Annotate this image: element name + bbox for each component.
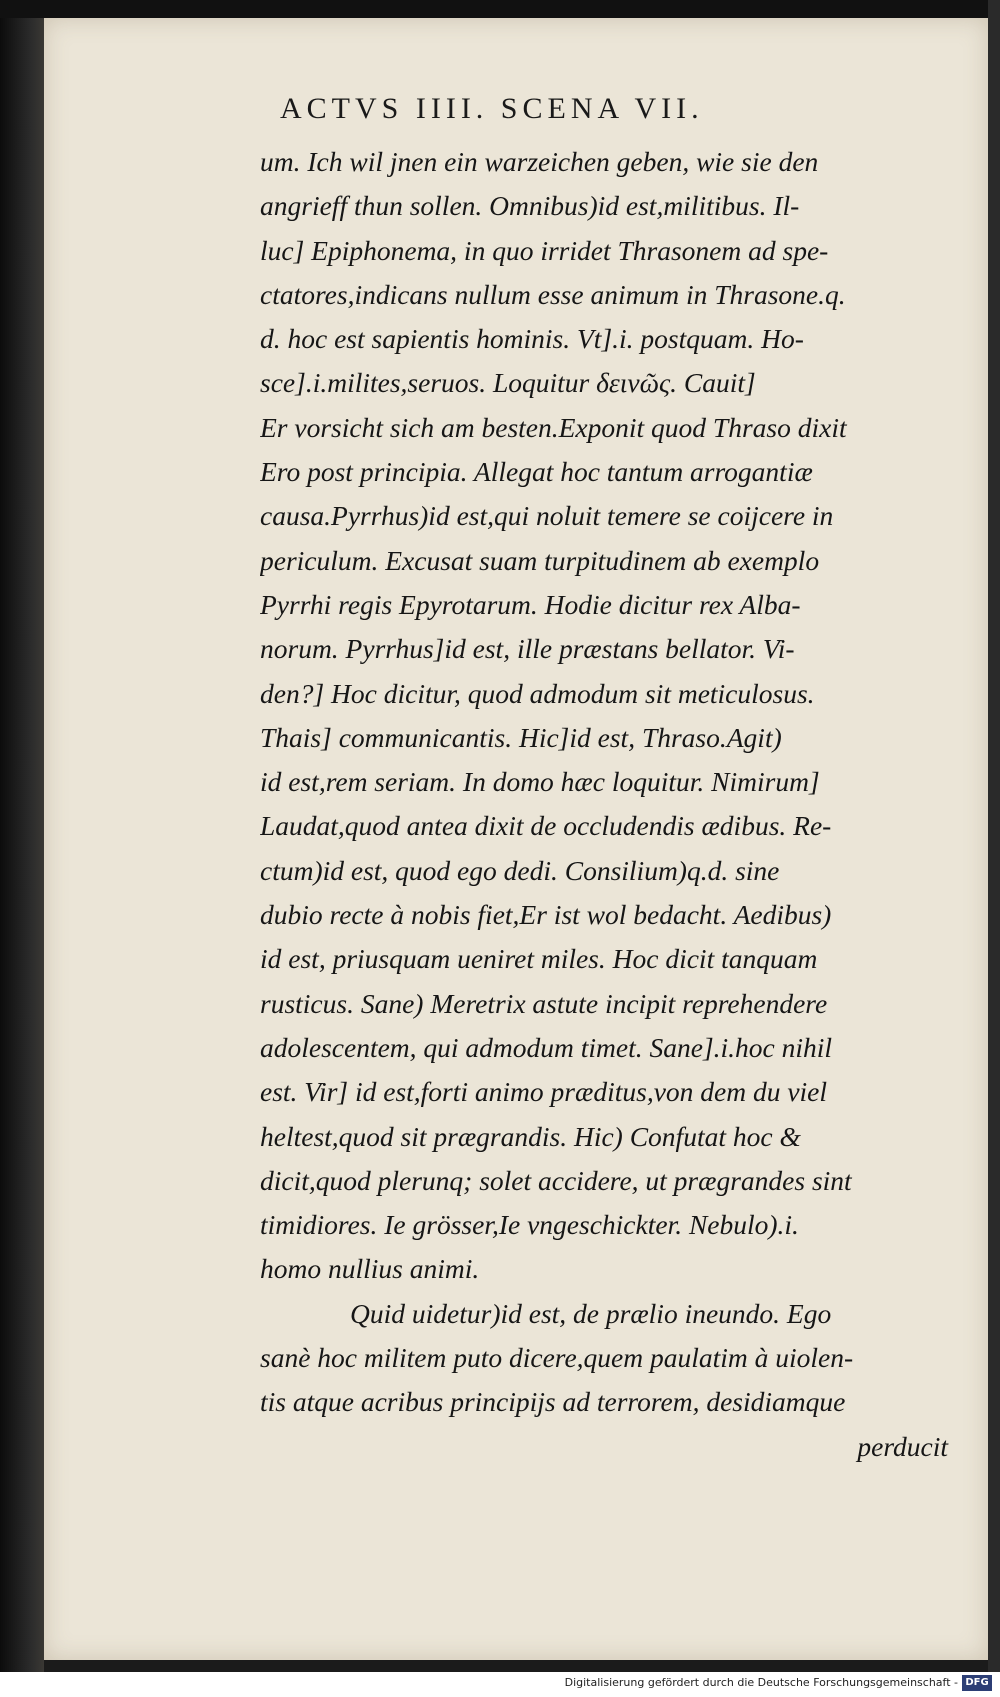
text-line: Thais] communicantis. Hic]id est, Thraso.Agit)	[260, 721, 782, 753]
text-line: den?] Hoc dicitur, quod admodum sit meticulosus.	[260, 677, 815, 709]
paragraph-first-line: Quid uidetur)id est, de prælio ineundo. Ego	[350, 1297, 832, 1329]
text-line: Ero post principia. Allegat hoc tantum arrogantiæ	[260, 456, 813, 488]
text-line: timidiores. Ie grösser,Ie vngeschickter. Nebulo).i.	[260, 1209, 799, 1241]
text-line: ctum)id est, quod ego dedi. Consilium)q.d. sine	[260, 854, 780, 886]
text-line: norum. Pyrrhus]id est, ille præstans bellator. Vi-	[260, 633, 795, 665]
book-spine-edge	[0, 0, 44, 1697]
text-line: angrieff thun sollen. Omnibus)id est,militibus. Il-	[260, 190, 800, 222]
catchword: perducit	[857, 1430, 948, 1462]
text-line: id est,rem seriam. In domo hæc loquitur. Nimirum]	[260, 766, 820, 798]
scan-right-edge	[988, 0, 1000, 1697]
text-line: periculum. Excusat suam turpitudinem ab exemplo	[260, 544, 820, 576]
text-line: dubio recte à nobis fiet,Er ist wol bedacht. Aedibus)	[260, 899, 832, 931]
running-head: ACTVS IIII. SCENA VII.	[280, 92, 704, 125]
body-text	[260, 140, 960, 1469]
text-line: id est, priusquam ueniret miles. Hoc dicit tanquam	[260, 943, 818, 975]
scan-top-edge	[0, 0, 1000, 18]
text-line: rusticus. Sane) Meretrix astute incipit reprehendere	[260, 987, 828, 1019]
text-line: heltest,quod sit prægrandis. Hic) Confutat hoc &	[260, 1120, 801, 1152]
text-line: adolescentem, qui admodum timet. Sane].i.hoc nihil	[260, 1031, 833, 1063]
text-line: tis atque acribus principijs ad terrorem, desidiamque	[260, 1386, 846, 1418]
dfg-logo: DFG	[962, 1675, 992, 1691]
text-line: luc] Epiphonema, in quo irridet Thrasonem ad spe-	[260, 234, 829, 266]
text-line: sce].i.milites,seruos. Loquitur δεινῶς. Cauit]	[260, 367, 756, 399]
text-line: d. hoc est sapientis hominis. Vt].i. postquam. Ho-	[260, 323, 804, 355]
text-line: um. Ich wil jnen ein warzeichen geben, wie sie den	[260, 146, 819, 177]
digitization-credit: Digitalisierung gefördert durch die Deutsche Forschungsgemeinschaft -	[564, 1676, 958, 1689]
text-line: sanè hoc militem puto dicere,quem paulatim à uiolen-	[260, 1342, 854, 1374]
text-line: causa.Pyrrhus)id est,qui noluit temere se coijcere in	[260, 500, 834, 532]
text-line: est. Vir] id est,forti animo præditus,von dem du viel	[260, 1076, 828, 1108]
text-line: homo nullius animi.	[260, 1253, 480, 1285]
text-line: dicit,quod plerunq; solet accidere, ut prægrandes sint	[260, 1164, 852, 1196]
text-line: Pyrrhi regis Epyrotarum. Hodie dicitur rex Alba-	[260, 588, 801, 620]
text-line: Er vorsicht sich am besten.Exponit quod Thraso dixit	[260, 411, 847, 443]
text-line: ctatores,indicans nullum esse animum in Thrasone.q.	[260, 278, 846, 310]
text-line: Laudat,quod antea dixit de occludendis ædibus. Re-	[260, 810, 832, 842]
